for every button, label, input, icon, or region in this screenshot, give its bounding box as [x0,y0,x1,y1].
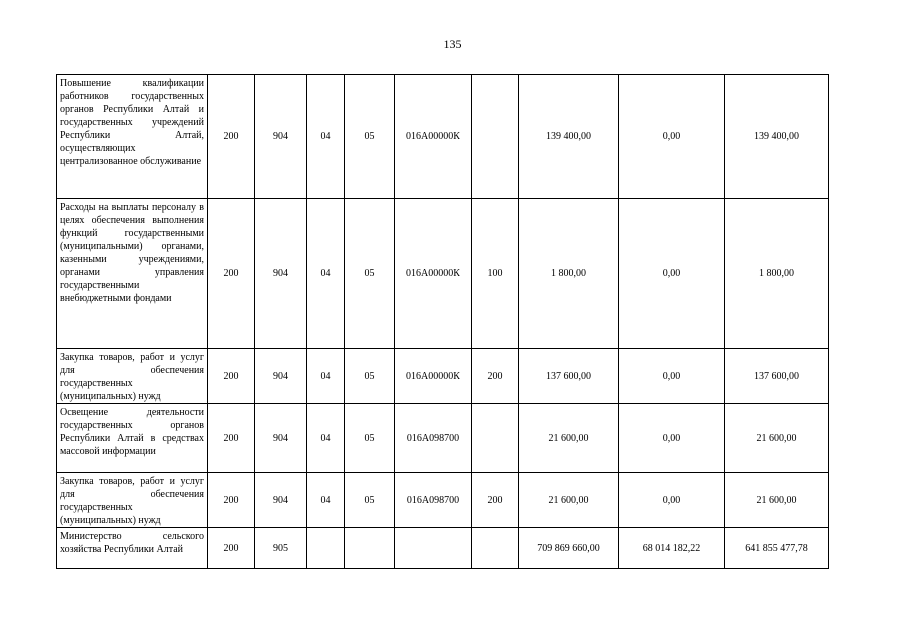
code-cell: 200 [208,75,255,199]
row-name-cell: Освещение деятельности государственных органов Республики Алтай в средствах массовой информации [57,404,208,473]
amount-cell: 709 869 660,00 [519,528,619,569]
code-cell: 200 [208,528,255,569]
code-cell: 200 [208,199,255,349]
ministry-code-cell: 904 [255,349,307,404]
amount-cell: 0,00 [619,349,725,404]
table-row [57,528,829,569]
target-item-cell: 016А098700 [395,404,472,473]
table-row [57,349,829,404]
ministry-code-cell: 904 [255,404,307,473]
amount-cell: 137 600,00 [519,349,619,404]
target-item-cell: 016А00000К [395,349,472,404]
row-name-cell: Повышение квалификации работников государственных органов Республики Алтай и государственных учреждений Республики Алтай, осуществляющих централизованное обслуживание [57,75,208,199]
amount-cell: 139 400,00 [725,75,829,199]
expense-type-cell: 200 [472,349,519,404]
table-row [57,404,829,473]
row-name-cell: Закупка товаров, работ и услуг для обеспечения государственных (муниципальных) нужд [57,473,208,528]
subsection-cell [345,528,395,569]
expense-type-cell [472,404,519,473]
expense-type-cell [472,75,519,199]
subsection-cell: 05 [345,473,395,528]
amount-cell: 1 800,00 [725,199,829,349]
page-number: 135 [443,37,462,51]
amount-cell: 641 855 477,78 [725,528,829,569]
code-cell: 200 [208,349,255,404]
budget-table [56,74,829,569]
target-item-cell: 016А00000К [395,199,472,349]
section-cell: 04 [307,473,345,528]
amount-cell: 137 600,00 [725,349,829,404]
target-item-cell: 016А00000К [395,75,472,199]
table-row [57,75,829,199]
subsection-cell: 05 [345,404,395,473]
amount-cell: 68 014 182,22 [619,528,725,569]
amount-cell: 0,00 [619,75,725,199]
amount-cell: 0,00 [619,199,725,349]
table-row [57,199,829,349]
expense-type-cell: 200 [472,473,519,528]
ministry-code-cell: 904 [255,75,307,199]
row-name-cell: Расходы на выплаты персоналу в целях обеспечения выполнения функций государственными (муниципальными) органами, казенными учреждениями, органами управления государственными внебюджетными фондами [57,199,208,349]
subsection-cell: 05 [345,349,395,404]
subsection-cell: 05 [345,199,395,349]
row-name-cell: Министерство сельского хозяйства Республики Алтай [57,528,208,569]
subsection-cell: 05 [345,75,395,199]
amount-cell: 0,00 [619,473,725,528]
expense-type-cell [472,528,519,569]
section-cell: 04 [307,199,345,349]
row-name-cell: Закупка товаров, работ и услуг для обеспечения государственных (муниципальных) нужд [57,349,208,404]
expense-type-cell: 100 [472,199,519,349]
table-row [57,473,829,528]
target-item-cell [395,528,472,569]
code-cell: 200 [208,473,255,528]
section-cell: 04 [307,404,345,473]
ministry-code-cell: 904 [255,199,307,349]
section-cell: 04 [307,75,345,199]
amount-cell: 21 600,00 [519,404,619,473]
amount-cell: 21 600,00 [519,473,619,528]
amount-cell: 1 800,00 [519,199,619,349]
section-cell [307,528,345,569]
section-cell: 04 [307,349,345,404]
amount-cell: 0,00 [619,404,725,473]
amount-cell: 21 600,00 [725,473,829,528]
ministry-code-cell: 904 [255,473,307,528]
ministry-code-cell: 905 [255,528,307,569]
code-cell: 200 [208,404,255,473]
amount-cell: 21 600,00 [725,404,829,473]
amount-cell: 139 400,00 [519,75,619,199]
target-item-cell: 016А098700 [395,473,472,528]
